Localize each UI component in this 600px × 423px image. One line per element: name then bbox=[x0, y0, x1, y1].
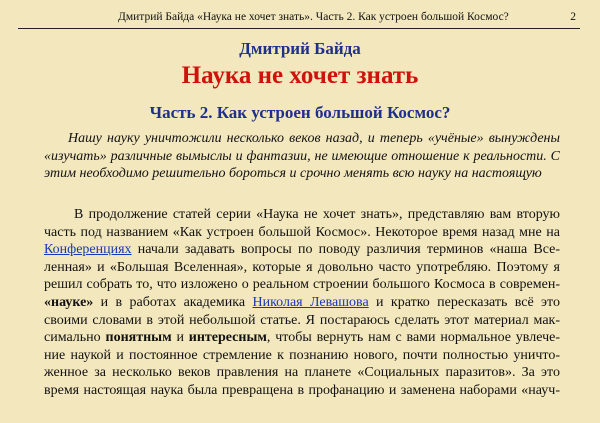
lead-paragraph bbox=[44, 130, 560, 183]
levashov-link[interactable]: Николая Левашова bbox=[252, 294, 369, 310]
lead-line: этим необходимо решительно бороться и срочно менять всю науку на настоящую bbox=[44, 166, 542, 181]
body-line bbox=[44, 294, 560, 312]
body-line: своими словами в этой небольшой статье. Я постараюсь сделать этот материал мак- bbox=[44, 312, 560, 328]
body-text-span: симально bbox=[44, 330, 106, 346]
running-title: Дмитрий Байда «Наука не хочет знать». Часть 2. Как устроен большой Космос? bbox=[118, 11, 509, 23]
body-line: часть под названием «Как устроен большой Космос». Некоторое время назад мне на bbox=[44, 224, 560, 240]
body-line bbox=[44, 329, 560, 347]
lead-line: Нашу науку уничтожили несколько веков назад, и теперь «учёные» вынуждены bbox=[68, 131, 560, 146]
body-line: решил собрать то, что изложено о реальном строении большого Космоса в современ- bbox=[44, 277, 560, 293]
bold-term-understandable: понятным bbox=[105, 330, 172, 346]
body-text-span: и кратко пересказать всё это bbox=[368, 294, 560, 310]
running-header bbox=[18, 6, 580, 29]
lead-line: «изучать» различные вымыслы и фантазии, не имеющие отношение к реальности. С bbox=[44, 148, 560, 164]
bold-term-interesting: интересным bbox=[188, 330, 267, 346]
body-text-span: и в работах академика bbox=[93, 294, 253, 310]
body-line: ленная» и «Большая Вселенная», которые я довольно часто употребляю. Поэтому я bbox=[44, 259, 560, 275]
author-name: Дмитрий Байда bbox=[239, 39, 361, 58]
body-line bbox=[44, 241, 560, 259]
body-paragraph bbox=[44, 206, 560, 400]
body-text-span: начали задавать вопросы по поводу различия терминов «наша Все- bbox=[131, 242, 560, 258]
page-number: 2 bbox=[570, 11, 576, 23]
conferences-link[interactable]: Конференциях bbox=[44, 242, 132, 258]
body-line: В продолжение статей серии «Наука не хочет знать», представляю вам вторую bbox=[74, 207, 560, 222]
body-text-span: , чтобы вернуть нам с вами нормальное увлече- bbox=[266, 330, 560, 346]
bold-term-science: «науке» bbox=[44, 294, 94, 310]
document-title: Наука не хочет знать bbox=[181, 62, 419, 89]
part-title: Часть 2. Как устроен большой Космос? bbox=[149, 103, 451, 122]
body-line: время настоящая наука была превращена в профанацию и заменена наборами «науч- bbox=[44, 382, 560, 398]
body-line: женное за несколько веков правления на планете «Социальных паразитов». За это bbox=[44, 365, 560, 381]
body-text-span: и bbox=[171, 330, 189, 346]
body-line: ние наукой и постоянное стремление к познанию нового, почти полностью уничто- bbox=[44, 347, 560, 363]
